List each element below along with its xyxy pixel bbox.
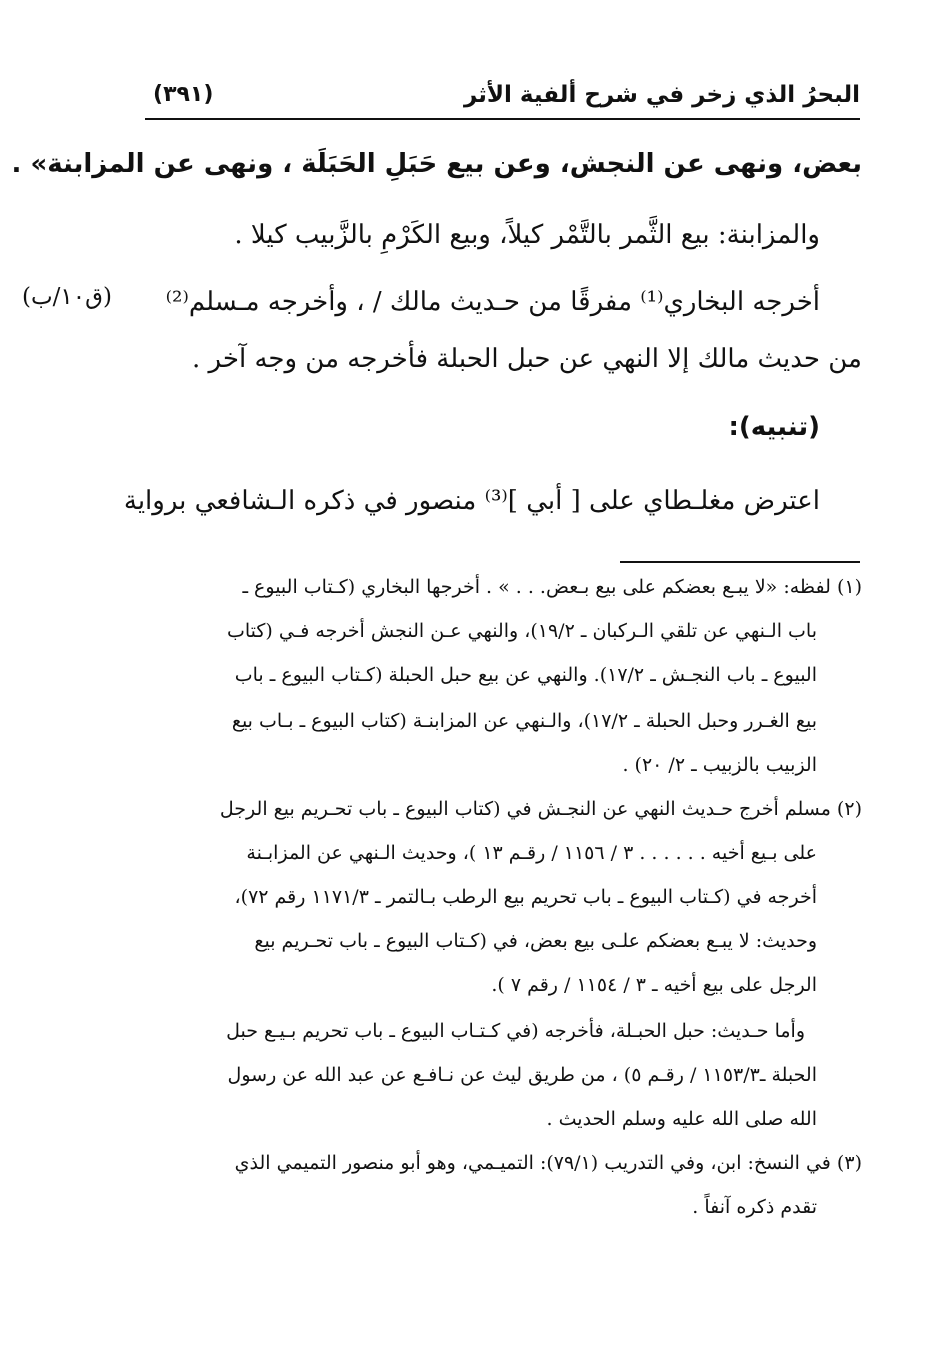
- body-line: أخرجه البخاري⁽¹⁾ مفرقًا من حـديث مالك / ، وأخرجه مـسلم⁽²⁾: [165, 287, 820, 317]
- footnote-line: وأما حـديث: حبل الحبـلة، فأخرجه (في كـتـاب البيوع ـ باب تحريم بـيـع حبل: [226, 1020, 805, 1042]
- header-title: البحرُ الذي زخر في شرح ألفية الأثر: [463, 82, 860, 108]
- footnote-rule: [620, 561, 860, 563]
- footnote-line: تقدم ذكره آنفاً .: [692, 1196, 817, 1218]
- footnote-line: الحبلة ـ١١٥٣/٣ / رقـم ٥) ، من طريق ليث عن نـافـع عن عبد الله عن رسول: [227, 1064, 817, 1086]
- running-header: [145, 82, 860, 116]
- footnote-line: الله صلى الله عليه وسلم الحديث .: [546, 1108, 817, 1130]
- footnote-line: بيع الغـرر وحبل الحبلة ـ ١٧/٢)، والـنهي عن المزابنـة (كتاب البيوع ـ بـاب بيع: [231, 710, 817, 732]
- footnote-line: الزبيب بالزبيب ـ ٢/ ٢٠) .: [622, 754, 817, 776]
- body-line: من حديث مالك إلا النهي عن حبل الحبلة فأخرجه من وجه آخر .: [192, 344, 862, 374]
- body-line: والمزابنة: بيع الثَّمر بالتَّمْر كيلاً، وبيع الكَرْمِ بالزَّبيب كيلا .: [234, 220, 820, 250]
- footnote-line: (١) لفظه: «لا يبـع بعضكم على بيع بـعض. . . » . أخرجها البخاري (كـتاب البيوع ـ: [242, 576, 862, 598]
- footnote-line: (٣) في النسخ: ابن، وفي التدريب (٧٩/١): التميـمي، وهو أبو منصور التميمي الذي: [234, 1152, 862, 1174]
- footnote-line: الرجل على بيع أخيه ـ ٣ / ١١٥٤ / رقم ٧ ).: [491, 974, 817, 996]
- footnote-line: باب الـنهي عن تلقي الـركبان ـ ١٩/٢)، والنهي عـن النجش أخرجه فـي (كتاب: [226, 620, 817, 642]
- marginal-note: (ق١٠/ب): [22, 284, 112, 310]
- page-number: (٣٩١): [153, 82, 214, 107]
- header-rule: [145, 118, 860, 120]
- body-line: اعترض مغلـطاي على [ أبي ]⁽³⁾ منصور في ذكره الـشافعي برواية: [123, 486, 820, 516]
- footnote-line: أخرجه في (كـتاب البيوع ـ باب تحريم بيع الرطب بـالتمر ـ ١١٧١/٣ رقم ٧٢)،: [234, 886, 817, 908]
- footnote-line: (٢) مسلم أخرج حـديث النهي عن النجـش في (كتاب البيوع ـ باب تحـريم بيع الرجل: [219, 798, 862, 820]
- footnote-line: على بـيع أخيه . . . . . . ٣ / ١١٥٦ / رقـم ١٣ )، وحديث الـنهي عن المزابـنة: [246, 842, 817, 864]
- footnote-line: وحديث: لا يبـع بعضكم علـى بيع بعض، في (كـتاب البيوع ـ باب تحـريم بيع: [254, 930, 817, 952]
- body-line: بعض، ونهى عن النجش، وعن بيع حَبَلِ الحَبَلَة ، ونهى عن المزابنة» .: [11, 149, 862, 179]
- section-heading: (تنبيه):: [728, 412, 820, 442]
- footnote-line: البيوع ـ باب النجـش ـ ١٧/٢). والنهي عن بيع حبل الحبلة (كـتاب البيوع ـ باب: [234, 664, 817, 686]
